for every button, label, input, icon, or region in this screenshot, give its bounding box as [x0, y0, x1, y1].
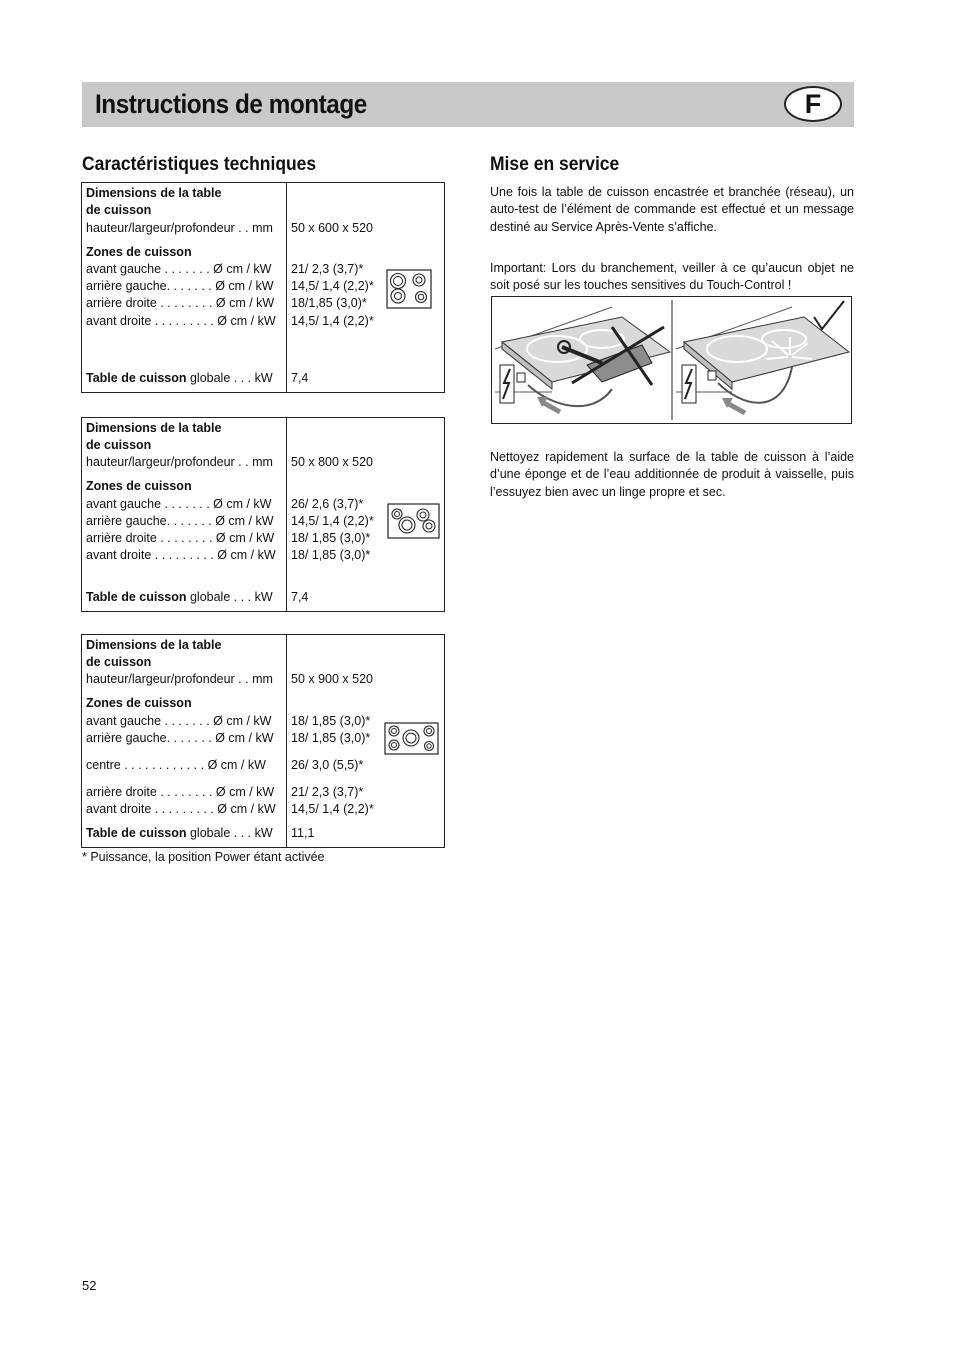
page-title: Instructions de montage	[95, 89, 367, 119]
dims-title-cont: de cuisson	[86, 655, 152, 669]
dims-value: 50 x 800 x 520	[291, 455, 374, 469]
header-bar	[82, 82, 854, 127]
zone-label: arrière droite . . . . . . . . Ø cm / kW	[86, 296, 275, 310]
dims-title-cont: de cuisson	[86, 438, 152, 452]
zone-label: arrière droite . . . . . . . . Ø cm / kW	[86, 531, 275, 545]
zone-value: 18/ 1,85 (3,0)*	[291, 731, 371, 745]
dims-label: hauteur/largeur/profondeur . . mm	[86, 672, 273, 686]
zone-value: 18/ 1,85 (3,0)*	[291, 548, 371, 562]
spec-table-80	[81, 417, 445, 612]
hob-connection-image	[492, 297, 851, 423]
total-label	[86, 370, 273, 386]
footnote: * Puissance, la position Power étant activée	[82, 850, 325, 864]
zone-label: arrière gauche. . . . . . . Ø cm / kW	[86, 731, 274, 745]
zone-label: arrière droite . . . . . . . . Ø cm / kW	[86, 785, 275, 799]
total-label-bold: Table de cuisson	[86, 826, 187, 840]
touch-control-illustration	[491, 296, 852, 424]
zone-value: 14,5/ 1,4 (2,2)*	[291, 514, 374, 528]
dims-title: Dimensions de la table	[86, 186, 222, 200]
total-label-bold: Table de cuisson	[86, 371, 187, 385]
total-label-bold: Table de cuisson	[86, 590, 187, 604]
dims-label: hauteur/largeur/profondeur . . mm	[86, 455, 273, 469]
specs-title: Caractéristiques techniques	[82, 154, 317, 175]
total-label-rest: globale . . . kW	[186, 371, 273, 385]
zone-value: 14,5/ 1,4 (2,2)*	[291, 314, 374, 328]
cleaning-paragraph: Nettoyez rapidement la surface de la table de cuisson à l’aide d’une éponge et de l’eau additionnée de produit à vaisselle, puis l’essuyez bien avec un linge propre et sec.	[490, 450, 854, 499]
zone-value: 14,5/ 1,4 (2,2)*	[291, 279, 374, 293]
spec-table-90	[81, 634, 445, 848]
dims-value: 50 x 600 x 520	[291, 221, 374, 235]
total-label-rest: globale . . . kW	[186, 826, 273, 840]
total-label	[86, 589, 273, 605]
zone-value: 18/ 1,85 (3,0)*	[291, 714, 371, 728]
total-value: 7,4	[291, 371, 309, 385]
dims-title-cont: de cuisson	[86, 203, 152, 217]
zones-title: Zones de cuisson	[86, 696, 192, 710]
zone-label: arrière gauche. . . . . . . Ø cm / kW	[86, 514, 274, 528]
zone-value: 14,5/ 1,4 (2,2)*	[291, 802, 374, 816]
total-label	[86, 825, 273, 841]
zone-value: 18/ 1,85 (3,0)*	[291, 531, 371, 545]
zone-value: 21/ 2,3 (3,7)*	[291, 262, 364, 276]
zone-label: centre . . . . . . . . . . . . Ø cm / kW	[86, 758, 266, 772]
total-value: 11,1	[291, 826, 315, 840]
important-paragraph: Important: Lors du branchement, veiller à ce qu’aucun objet ne soit posé sur les touches sensitives du Touch-Control !	[490, 261, 854, 293]
dims-value: 50 x 900 x 520	[291, 672, 374, 686]
zone-label: avant gauche . . . . . . . Ø cm / kW	[86, 262, 272, 276]
zone-label: avant droite . . . . . . . . . Ø cm / kW	[86, 802, 276, 816]
zone-label: arrière gauche. . . . . . . Ø cm / kW	[86, 279, 274, 293]
zone-value: 21/ 2,3 (3,7)*	[291, 785, 364, 799]
dims-title: Dimensions de la table	[86, 638, 222, 652]
spec-table-60	[81, 182, 445, 393]
mise-en-service-title: Mise en service	[490, 154, 620, 175]
page-number: 52	[82, 1278, 97, 1293]
hob-layout-80-icon	[387, 503, 440, 539]
dims-label: hauteur/largeur/profondeur . . mm	[86, 221, 273, 235]
table-divider	[286, 183, 287, 392]
zone-value: 26/ 2,6 (3,7)*	[291, 497, 364, 511]
zones-title: Zones de cuisson	[86, 245, 192, 259]
total-label-rest: globale . . . kW	[186, 590, 273, 604]
zone-value: 26/ 3,0 (5,5)*	[291, 758, 364, 772]
hob-layout-4-zone-icon	[386, 269, 432, 309]
table-divider	[286, 635, 287, 847]
intro-paragraph: Une fois la table de cuisson encastrée et branchée (réseau), un auto-test de l’élément de commande est effectué et un message destiné au Service Après-Vente s’affiche.	[490, 185, 854, 234]
zones-title: Zones de cuisson	[86, 479, 192, 493]
zone-label: avant droite . . . . . . . . . Ø cm / kW	[86, 314, 276, 328]
hob-layout-90-icon	[384, 722, 439, 755]
zone-label: avant gauche . . . . . . . Ø cm / kW	[86, 497, 272, 511]
zone-label: avant gauche . . . . . . . Ø cm / kW	[86, 714, 272, 728]
zone-label: avant droite . . . . . . . . . Ø cm / kW	[86, 548, 276, 562]
table-divider	[286, 418, 287, 611]
dims-title: Dimensions de la table	[86, 421, 222, 435]
total-value: 7,4	[291, 590, 309, 604]
zone-value: 18/1,85 (3,0)*	[291, 296, 367, 310]
language-badge: F	[784, 86, 842, 122]
